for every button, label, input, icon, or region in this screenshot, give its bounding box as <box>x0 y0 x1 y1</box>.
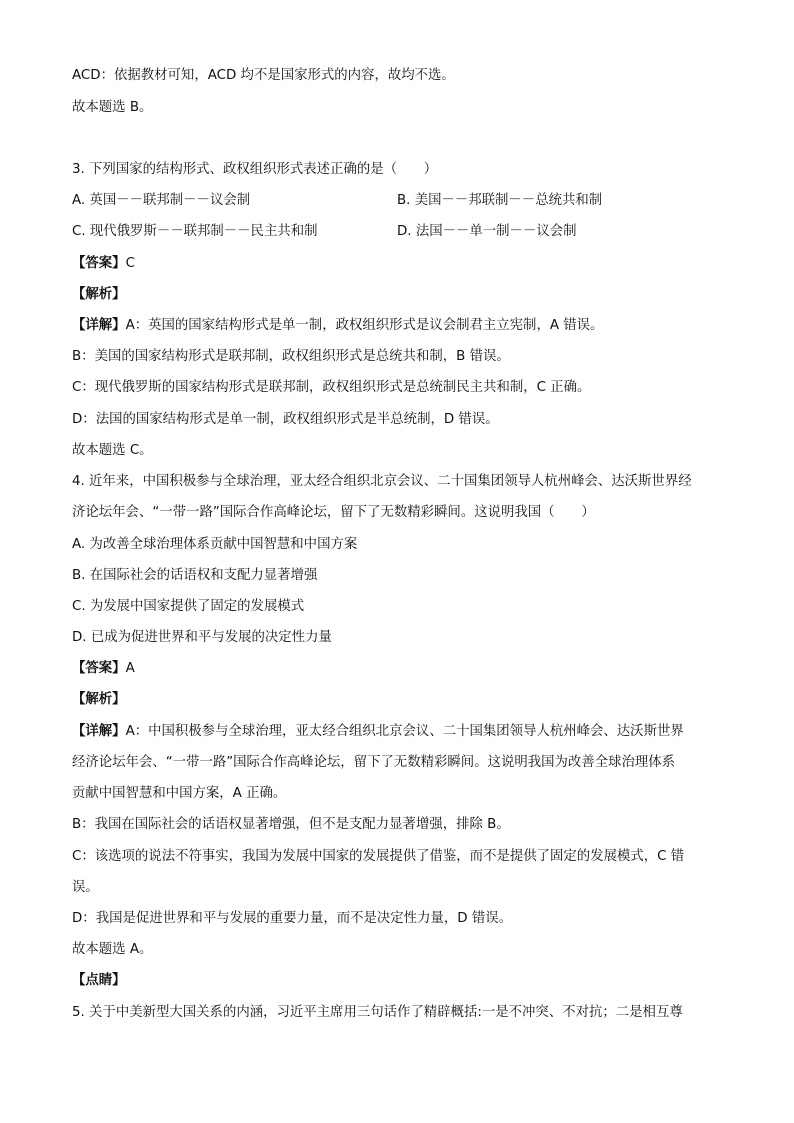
q3-stem: 3. 下列国家的结构形式、政权组织形式表述正确的是（ ） <box>72 162 438 177</box>
q3-detail-a <box>72 316 603 336</box>
q2-analysis-line: ACD：依据教材可知，ACD 均不是国家形式的内容，故均不选。 <box>72 68 455 83</box>
q3-option-d: D. 法国－－单一制－－议会制 <box>397 224 577 239</box>
q4-stem-line-1: 4. 近年来，中国积极参与全球治理，亚太经合组织北京会议、二十国集团领导人杭州峰会、达沃斯世界经 <box>72 474 692 489</box>
q4-stem-line-2: 济论坛年会、“一带一路”国际合作高峰论坛，留下了无数精彩瞬间。这说明我国（ ） <box>72 505 595 520</box>
q3-option-b: B. 美国－－邦联制－－总统共和制 <box>397 193 603 208</box>
q4-detail-tag: 【详解】 <box>72 724 126 739</box>
q3-detail-a-text: A：英国的国家结构形式是单一制，政权组织形式是议会制君主立宪制，A 错误。 <box>125 318 604 333</box>
q4-detail-d: D：我国是促进世界和平与发展的重要力量，而不是决定性力量，D 错误。 <box>72 911 512 926</box>
q4-answer-value: A <box>125 661 135 676</box>
q3-answer-value: C <box>125 256 135 271</box>
q3-option-a: A. 英国－－联邦制－－议会制 <box>72 193 251 208</box>
q4-detail-a-line-2: 经济论坛年会、“一带一路”国际合作高峰论坛，留下了无数精彩瞬间。这说明我国为改善全球治理体系 <box>72 755 676 770</box>
q4-conclusion: 故本题选 A。 <box>72 942 153 957</box>
q3-option-c: C. 现代俄罗斯－－联邦制－－民主共和制 <box>72 224 318 239</box>
q4-detail-a-line-1 <box>72 722 684 742</box>
q4-answer-tag: 【答案】 <box>72 661 126 676</box>
q4-answer-row <box>72 659 135 679</box>
q4-option-a: A. 为改善全球治理体系贡献中国智慧和中国方案 <box>72 537 358 552</box>
q3-answer-row <box>72 254 135 274</box>
q3-analysis-tag: 【解析】 <box>72 287 126 302</box>
q4-analysis-tag: 【解析】 <box>72 692 126 707</box>
q4-detail-c-line-1: C：该选项的说法不符事实，我国为发展中国家的发展提供了借鉴，而不是提供了固定的发展模式，C 错 <box>72 849 685 864</box>
q4-detail-a-text: A：中国积极参与全球治理，亚太经合组织北京会议、二十国集团领导人杭州峰会、达沃斯世界 <box>125 724 684 739</box>
q4-comment-tag: 【点睛】 <box>72 973 126 988</box>
q4-option-d: D. 已成为促进世界和平与发展的决定性力量 <box>72 630 332 645</box>
q5-stem-line-1: 5. 关于中美新型大国关系的内涵，习近平主席用三句话作了精辟概括:一是不冲突、不对抗；二是相互尊 <box>72 1005 683 1020</box>
q4-option-c: C. 为发展中国家提供了固定的发展模式 <box>72 599 305 614</box>
q4-detail-c-line-2: 误。 <box>72 880 99 895</box>
q3-detail-tag: 【详解】 <box>72 318 126 333</box>
q4-detail-a-line-3: 贡献中国智慧和中国方案，A 正确。 <box>72 786 287 801</box>
q2-conclusion: 故本题选 B。 <box>72 100 153 115</box>
q3-detail-d: D：法国的国家结构形式是单一制，政权组织形式是半总统制，D 错误。 <box>72 412 499 427</box>
q3-answer-tag: 【答案】 <box>72 256 126 271</box>
q3-detail-c: C：现代俄罗斯的国家结构形式是联邦制，政权组织形式是总统制民主共和制，C 正确。 <box>72 380 591 395</box>
q4-detail-b: B：我国在国际社会的话语权显著增强，但不是支配力显著增强，排除 B。 <box>72 817 510 832</box>
q3-conclusion: 故本题选 C。 <box>72 443 153 458</box>
q3-detail-b: B：美国的国家结构形式是联邦制，政权组织形式是总统共和制，B 错误。 <box>72 349 510 364</box>
q4-option-b: B. 在国际社会的话语权和支配力显著增强 <box>72 568 318 583</box>
